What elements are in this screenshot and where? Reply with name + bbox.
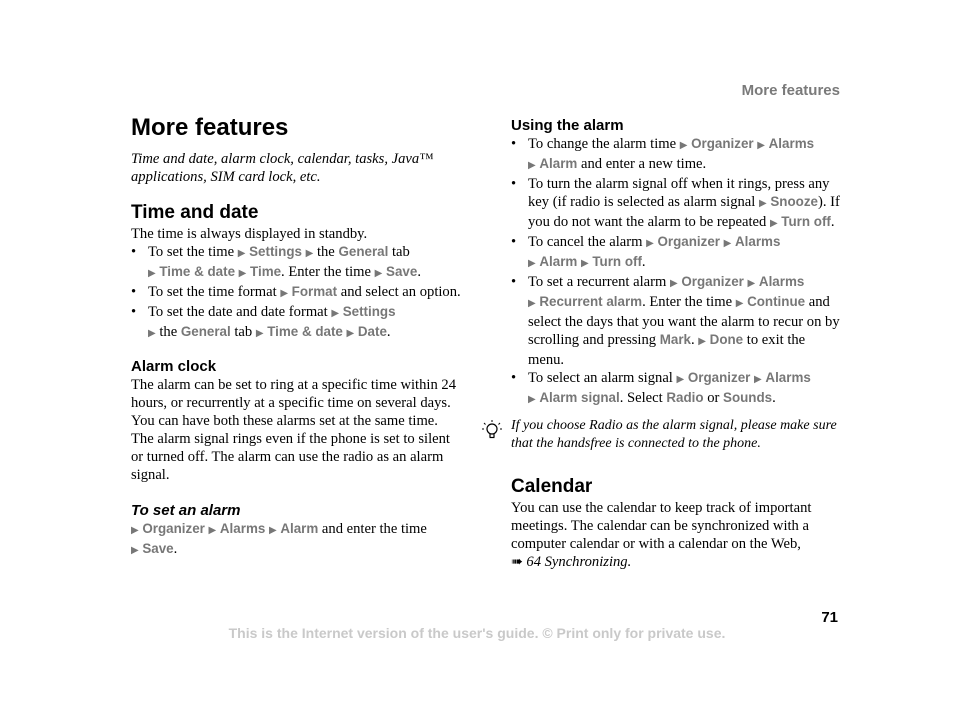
text: or	[703, 390, 724, 406]
alarm-clock-body: The alarm can be set to ring at a specific time within 24 hours, or recurrently at a specific time on several days. You can have both these alarms set at the same time. The alarm signal rings even if the phone is set to silent or turned off. The alarm can use the radio as an alarm signal.	[131, 377, 457, 483]
menu-item-ref: Save	[386, 264, 418, 279]
menu-item-ref: Radio	[666, 390, 704, 405]
section-heading-alarm-clock: Alarm clock	[131, 358, 217, 375]
menu-item-ref: Time	[250, 264, 282, 279]
subsection-heading-set-alarm: To set an alarm	[131, 502, 241, 519]
menu-item-ref: Turn off	[781, 214, 831, 229]
arrow-icon: ▶	[148, 328, 156, 339]
menu-item-ref: Organizer	[657, 234, 720, 249]
text: . Select	[619, 390, 667, 406]
menu-item-ref: Settings	[342, 304, 396, 319]
text: and enter a new time.	[577, 156, 707, 172]
text: the	[155, 324, 181, 340]
arrow-icon: ▶	[759, 198, 767, 209]
text: .	[173, 541, 178, 557]
arrow-icon: ▶	[255, 328, 264, 339]
menu-item-ref: Save	[142, 541, 174, 556]
menu-item-ref: General	[338, 244, 389, 259]
cross-reference-link[interactable]: 64 Synchronizing	[526, 554, 628, 570]
arrow-icon: ▶	[374, 268, 383, 279]
arrow-icon: ▶	[723, 238, 732, 249]
text: .	[386, 324, 391, 340]
arrow-icon: ▶	[580, 258, 589, 269]
arrow-icon: ▶	[670, 278, 678, 289]
menu-item-ref: Turn off	[592, 254, 642, 269]
menu-item-ref: Alarm	[539, 254, 578, 269]
arrow-icon: ▶	[280, 288, 289, 299]
arrow-icon: ▶	[131, 525, 139, 536]
arrow-icon: ▶	[676, 374, 685, 385]
text: .	[641, 254, 646, 270]
arrow-icon: ▶	[237, 248, 246, 259]
text: and select an option.	[337, 284, 461, 300]
text: To change the alarm time	[528, 136, 680, 152]
menu-item-ref: Snooze	[770, 194, 818, 209]
text: To select an alarm signal	[528, 370, 677, 386]
menu-item-ref: General	[180, 324, 231, 339]
intro-text: Time and date, alarm clock, calendar, tasks, Java™ applications, SIM card lock, etc.	[131, 151, 434, 185]
arrow-icon: ▶	[268, 525, 277, 536]
text: .	[691, 332, 699, 348]
text: and select the days that you want the alarm to recur on by scrolling and pressing	[528, 294, 840, 348]
text: To set the time	[148, 244, 238, 260]
arrow-icon: ▶	[148, 268, 156, 279]
list-item	[511, 135, 843, 175]
text: .	[772, 390, 776, 406]
arrow-icon: ▶	[131, 545, 139, 556]
section-heading-calendar: Calendar	[511, 476, 593, 497]
arrow-icon: ▶	[528, 394, 536, 405]
list-item	[511, 175, 843, 233]
running-header: More features	[741, 82, 840, 99]
menu-item-ref: Continue	[747, 294, 806, 309]
arrow-icon: ▶	[747, 278, 756, 289]
menu-item-ref: Alarm	[280, 521, 319, 536]
text: You can use the calendar to keep track of important meetings. The calendar can be synchronized with a computer calendar or with a calendar on the Web,	[511, 500, 812, 552]
menu-item-ref: Alarms	[768, 136, 815, 151]
menu-item-ref: Alarms	[219, 521, 266, 536]
section-heading-using-alarm: Using the alarm	[511, 117, 624, 134]
text: . Enter the time	[642, 294, 736, 310]
text: tab	[230, 324, 256, 340]
page-number: 71	[821, 609, 838, 626]
set-alarm-steps	[131, 520, 461, 560]
time-date-body: The time is always displayed in standby.	[131, 226, 368, 242]
menu-item-ref: Organizer	[691, 136, 754, 151]
menu-item-ref: Format	[291, 284, 338, 299]
menu-item-ref: Time & date	[267, 324, 343, 339]
arrow-icon: ▶	[238, 268, 247, 279]
menu-item-ref: Alarm	[539, 156, 578, 171]
menu-item-ref: Alarms	[765, 370, 811, 385]
text: and enter the time	[318, 521, 427, 537]
left-column	[131, 114, 461, 560]
menu-item-ref: Done	[709, 332, 744, 347]
time-date-list	[131, 243, 461, 343]
menu-item-ref: Organizer	[681, 274, 744, 289]
calendar-body	[511, 499, 843, 571]
menu-item-ref: Mark	[659, 332, 691, 347]
text: To cancel the alarm	[528, 234, 647, 250]
list-item	[131, 243, 461, 283]
arrow-icon: ▶	[757, 140, 765, 151]
text: .	[627, 554, 632, 570]
menu-item-ref: Organizer	[142, 521, 205, 536]
arrow-icon: ▶	[754, 374, 762, 385]
arrow-icon: ▶	[305, 248, 314, 259]
text: ). If you do not want the alarm to be repeated	[528, 194, 840, 230]
arrow-icon: ▶	[528, 160, 536, 171]
menu-item-ref: Alarm signal	[539, 390, 620, 405]
text: To set a recurrent alarm	[528, 274, 671, 290]
tip-note	[511, 417, 843, 453]
text: to exit the menu.	[528, 332, 806, 368]
text: To set the time format	[148, 284, 281, 300]
arrow-icon: ▶	[346, 328, 355, 339]
text: the	[313, 244, 339, 260]
using-alarm-list	[511, 135, 843, 409]
arrow-icon: ▶	[769, 218, 778, 229]
list-item	[511, 273, 843, 369]
menu-item-ref: Sounds	[723, 390, 773, 405]
arrow-icon: ▶	[528, 258, 536, 269]
text: To turn the alarm signal off when it rings, press any key (if radio is selected as alarm signal	[528, 176, 830, 210]
lightbulb-icon	[481, 419, 503, 441]
menu-item-ref: Alarms	[758, 274, 805, 289]
arrow-icon: ▶	[208, 525, 217, 536]
list-item	[511, 369, 843, 409]
footer-note: This is the Internet version of the user's guide. © Print only for private use.	[228, 625, 726, 641]
right-column	[511, 116, 843, 571]
page-title: More features	[131, 114, 289, 141]
section-heading-time-date: Time and date	[131, 202, 259, 223]
text: To set the date and date format	[148, 304, 332, 320]
arrow-icon: ▶	[735, 298, 744, 309]
menu-item-ref: Time & date	[159, 264, 236, 279]
list-item	[131, 283, 461, 303]
arrow-icon: ▶	[679, 140, 688, 151]
text: . Enter the time	[281, 264, 375, 280]
arrow-reference-icon: ➠	[511, 554, 523, 570]
arrow-icon: ▶	[646, 238, 654, 249]
list-item	[131, 303, 461, 343]
list-item	[511, 233, 843, 273]
menu-item-ref: Organizer	[687, 370, 751, 385]
arrow-icon: ▶	[331, 308, 340, 319]
arrow-icon: ▶	[698, 336, 706, 347]
text: tab	[388, 244, 410, 260]
menu-item-ref: Date	[357, 324, 387, 339]
arrow-icon: ▶	[528, 298, 536, 309]
tip-text: If you choose Radio as the alarm signal, please make sure that the handsfree is connected to the phone.	[511, 418, 837, 451]
menu-item-ref: Recurrent alarm	[539, 294, 643, 309]
menu-item-ref: Settings	[249, 244, 302, 259]
text: .	[830, 214, 835, 230]
text: .	[417, 264, 421, 280]
menu-item-ref: Alarms	[735, 234, 781, 249]
